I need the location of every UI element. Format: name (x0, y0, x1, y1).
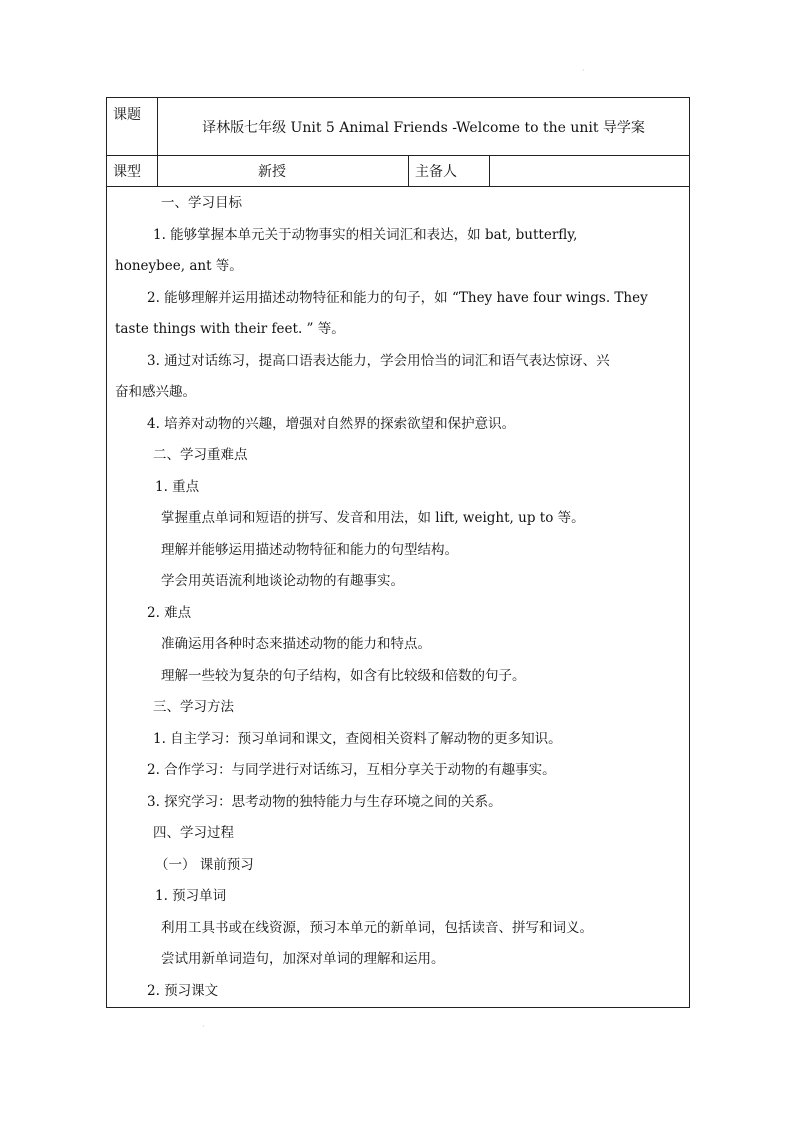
title-cell (158, 98, 690, 156)
type-value-cell (158, 156, 409, 187)
section-heading: 一、学习目标 (161, 195, 242, 211)
content-body (107, 187, 689, 1007)
objective-item: 1. 能够掌握本单元关于动物事实的相关词汇和表达，如 bat, butterfly, (153, 226, 578, 243)
content-cell (107, 187, 690, 1008)
objective-item-cont: honeybee, ant 等。 (115, 258, 243, 274)
key-point: 掌握重点单词和短语的拼写、发音和用法，如 lift, weight, up to 等。 (161, 510, 585, 526)
key-point: 理解并能够运用描述动物特征和能力的句型结构。 (161, 541, 458, 558)
section-heading: 二、学习重难点 (153, 447, 248, 463)
section-heading: 四、学习过程 (153, 825, 234, 841)
preparer-value-cell (490, 156, 690, 187)
lesson-title: 译林版七年级 Unit 5 Animal Friends -Welcome to the unit 导学案 (202, 119, 645, 136)
page-mark: · (582, 66, 585, 75)
title-label: 课题 (113, 107, 141, 123)
method-item: 1. 自主学习：预习单词和课文，查阅相关资料了解动物的更多知识。 (153, 730, 562, 747)
objective-item: 3. 通过对话练习，提高口语表达能力，学会用恰当的词汇和语气表达惊讶、兴 (147, 352, 610, 369)
preparer-label: 主备人 (415, 164, 457, 180)
difficulty-point: 理解一些较为复杂的句子结构，如含有比较级和倍数的句子。 (161, 667, 526, 684)
key-points-label: 1. 重点 (155, 478, 200, 495)
type-label: 课型 (113, 164, 141, 180)
difficulties-label: 2. 难点 (147, 604, 192, 621)
objective-item: 4. 培养对动物的兴趣，增强对自然界的探索欲望和保护意识。 (147, 415, 516, 432)
subsection-heading: （一） 课前预习 (155, 856, 254, 873)
type-value: 新授 (258, 164, 286, 180)
step-detail: 尝试用新单词造句，加深对单词的理解和运用。 (161, 951, 445, 967)
step-label: 1. 预习单词 (155, 888, 227, 904)
objective-item-cont: taste things with their feet. ” 等。 (115, 321, 345, 337)
objective-item: 2. 能够理解并运用描述动物特征和能力的句子，如 “They have four wings. They (147, 289, 648, 306)
objective-item-cont: 奋和感兴趣。 (115, 384, 196, 400)
difficulty-point: 准确运用各种时态来描述动物的能力和特点。 (161, 636, 431, 652)
page-mark: · (202, 1022, 205, 1031)
section-heading: 三、学习方法 (153, 699, 234, 715)
title-label-cell (107, 98, 158, 156)
lesson-plan-table (106, 97, 690, 1008)
key-point: 学会用英语流利地谈论动物的有趣事实。 (161, 573, 404, 589)
type-label-cell (107, 156, 158, 187)
preparer-label-cell (409, 156, 490, 187)
step-detail: 利用工具书或在线资源，预习本单元的新单词，包括读音、拼写和词义。 (161, 919, 593, 936)
method-item: 2. 合作学习：与同学进行对话练习，互相分享关于动物的有趣事实。 (147, 762, 556, 778)
step-label: 2. 预习课文 (147, 982, 219, 999)
method-item: 3. 探究学习：思考动物的独特能力与生存环境之间的关系。 (147, 793, 502, 810)
